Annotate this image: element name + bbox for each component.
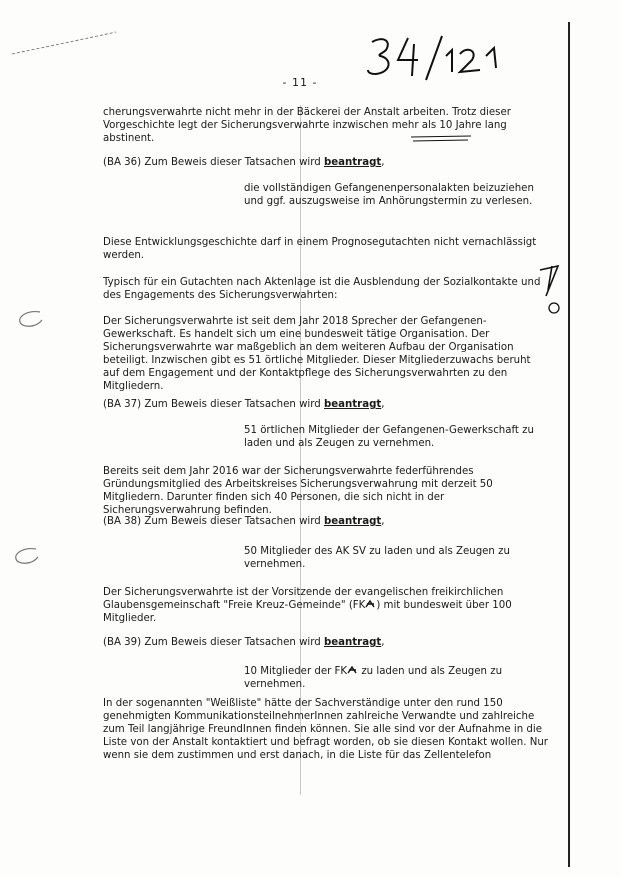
request-ba-36: (BA 36) Zum Beweis dieser Tatsachen wird beantragt, xyxy=(103,157,385,168)
request-ba-37: (BA 37) Zum Beweis dieser Tatsachen wird beantragt, xyxy=(103,399,385,410)
fold-line xyxy=(300,105,301,795)
handwritten-fk-mark xyxy=(365,599,376,609)
request-ba-38: (BA 38) Zum Beweis dieser Tatsachen wird beantragt, xyxy=(103,516,385,527)
paragraph-white-list: In der sogenannten "Weißliste" hätte der Sachverständige unter den rund 150 genehmigten KommunikationsteilnehmerInnen zahlreiche Verwandte und zahlreiche zum Teil langjährige FreundInnen finden können. Sie alle sind vor der Aufnahme in die Liste von der Anstalt kontaktiert und befragt worden, ob sie diesen Kontakt wollen. Nur wenn sie dem zustimmen und erst danach, in die Liste für das Zellentelefon xyxy=(103,698,548,761)
hand-underline-mark xyxy=(410,135,472,143)
request-keyword: beantragt xyxy=(323,637,382,648)
paragraph-working-group: Bereits seit dem Jahr 2016 war der Sicherungsverwahrte federführendes Gründungsmitglied des Arbeitskreises Sicherungsverwahrung mit derzeit 50 Mitgliedern. Darunter finden sich 40 Personen, die sich nicht in der Sicherungsverwahrung befinden. xyxy=(103,466,493,516)
page-number: - 11 - xyxy=(282,76,318,89)
corner-scratch-mark xyxy=(10,28,120,58)
request-ba-36-detail: die vollständigen Gefangenenpersonalakten beizuziehen und ggf. auszugsweise im Anhörungstermin zu verlesen. xyxy=(244,183,534,207)
margin-handwritten-mark xyxy=(530,262,566,322)
paragraph-development-history: Diese Entwicklungsgeschichte darf in einem Prognosegutachten nicht vernachlässigt werden. xyxy=(103,237,537,261)
request-keyword: beantragt xyxy=(323,157,382,168)
request-keyword: beantragt xyxy=(323,516,382,527)
paragraph-union-spokesman: Der Sicherungsverwahrte ist seit dem Jahr 2018 Sprecher der Gefangenen-Gewerkschaft. Es handelt sich um eine bundesweit tätige Organisation. Der Sicherungsverwahrte war maßgeblich an dem weiteren Aufbau der Organisation beteiligt. Inzwischen gibt es 51 örtliche Mitglieder. Dieser Mitgliederzuwachs beruht auf dem Engagement und der Kontaktpflege des Sicherungsverwahrten zu den Mitgliedern. xyxy=(103,316,531,392)
request-ba-39-detail: 10 Mitglieder der FK zu laden und als Zeugen zu vernehmen. xyxy=(244,666,503,690)
paragraph-church-chair: Der Sicherungsverwahrte ist der Vorsitzende der evangelischen freikirchlichen Glaubensgemeinschaft "Freie Kreuz-Gemeinde" (FK ) mit bundesweit über 100 Mitglieder. xyxy=(103,587,512,624)
right-margin-rule xyxy=(568,22,570,867)
paragraph-abstinence: cherungsverwahrte nicht mehr in der Bäckerei der Anstalt arbeiten. Trotz dieser Vorgeschichte legt der Sicherungsverwahrte inzwischen mehr als 10 Jahre lang abstinent. xyxy=(103,107,511,144)
handwritten-fk-mark xyxy=(347,665,358,675)
request-keyword: beantragt xyxy=(323,399,382,410)
punch-hole-mark xyxy=(10,545,44,567)
request-ba-39: (BA 39) Zum Beweis dieser Tatsachen wird beantragt, xyxy=(103,637,385,648)
punch-hole-mark xyxy=(14,308,48,330)
request-ba-38-detail: 50 Mitglieder des AK SV zu laden und als Zeugen zu vernehmen. xyxy=(244,546,510,570)
request-ba-37-detail: 51 örtlichen Mitglieder der Gefangenen-Gewerkschaft zu laden und als Zeugen zu vernehmen. xyxy=(244,425,534,449)
paragraph-social-contacts: Typisch für ein Gutachten nach Aktenlage ist die Ausblendung der Sozialkontakte und des Engagements des Sicherungsverwahrten: xyxy=(103,277,541,301)
handwritten-page-annotation xyxy=(360,32,520,92)
